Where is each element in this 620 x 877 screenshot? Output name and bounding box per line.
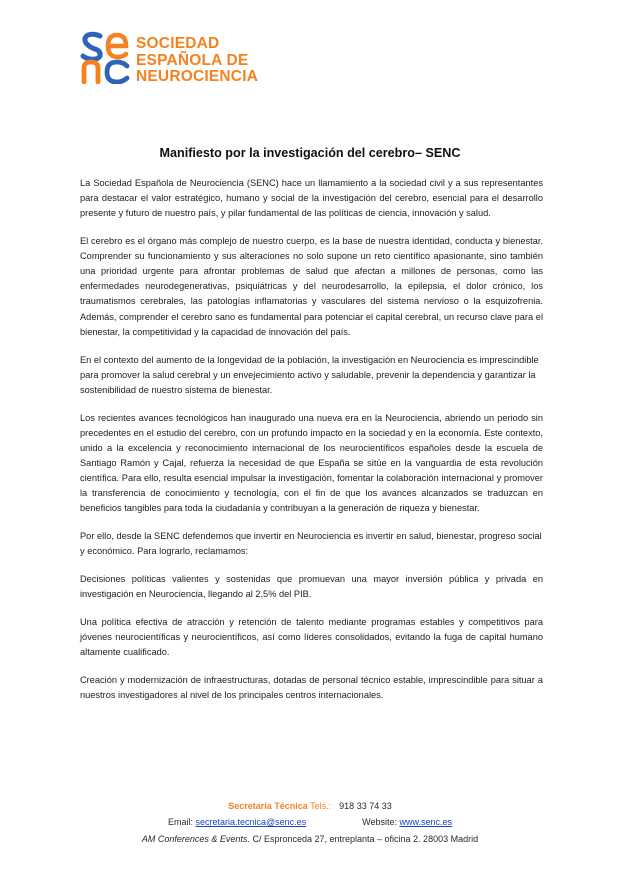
email-label: Email: xyxy=(167,817,193,828)
page-footer xyxy=(0,798,620,847)
paragraph-demand-talent: Una política efectiva de atracción y retención de talento mediante programas estables y competitivos para jóvenes neurocientíficas y neurocientíficos, así como líderes consolidados, evitando la fuga de capital humano altamente cualificado. xyxy=(80,617,543,658)
paragraph-advances: Los recientes avances tecnológicos han inaugurado una nueva era en la Neurociencia, abriendo un periodo sin precedentes en el estudio del cerebro, con un profundo impacto en la sociedad y en la economía. Este contexto, unido a la excelencia y reconocimiento internacional de los neurocientíficos españoles desde la escuela de Santiago Ramón y Cajal, refuerza la necesidad de que España se sitúe en la vanguardia de esta revolución científica. Para ello, resulta esencial impulsar la investigación, fomentar la colaboración internacional y promover la transferencia de conocimiento y tecnología, con el fin de que los avances alcanzados se traduzcan en beneficios tangibles para toda la ciudadanía y contribuyan a la generación de riqueza y bienestar. xyxy=(80,412,543,514)
paragraph-demands-intro: Por ello, desde la SENC defendemos que invertir en Neurociencia es invertir en salud, bienestar, progreso social y económico. Para lograrlo, reclamamos: xyxy=(80,531,542,557)
senc-logo xyxy=(80,30,280,90)
email-link[interactable]: secretaria.tecnica@senc.es xyxy=(195,817,307,828)
logo-line-1: SOCIEDAD xyxy=(136,35,220,52)
company-address: C/ Espronceda 27, entreplanta – oficina 2. 28003 Madrid xyxy=(252,833,479,844)
senc-logo-mark xyxy=(80,30,132,84)
senc-logo-name xyxy=(136,36,258,86)
paragraph-demand-infrastructure: Creación y modernización de infraestructuras, dotadas de personal técnico estable, imprescindible para situar a nuestros investigadores al nivel de los principales centros internacionales. xyxy=(80,675,543,701)
tels-label: Tels.: xyxy=(310,801,332,811)
paragraph-longevity: En el contexto del aumento de la longevidad de la población, la investigación en Neurociencia es imprescindible para promover la salud cerebral y un envejecimiento activo y saludable, prevenir la dependencia y garantizar la sostenibilidad de nuestro sistema de bienestar. xyxy=(80,354,539,395)
company-name: AM Conferences & Events. xyxy=(141,833,250,844)
secretaria-label: Secretaría Técnica xyxy=(228,801,308,811)
document-title: Manifiesto por la investigación del cerebro– SENC xyxy=(159,146,461,160)
paragraph-brain: El cerebro es el órgano más complejo de nuestro cuerpo, es la base de nuestra identidad, conducta y bienestar. Comprender su funcionamiento y sus alteraciones no solo supone un reto científico apasionante, sino también una prioridad urgente para afrontar problemas de salud que afectan a millones de personas, como las enfermedades neurodegenerativas, psiquiátricas y del neurodesarrollo, la epilepsia, el dolor crónico, los traumatismos cerebrales, las patologías inflamatorias y vasculares del sistema nervioso o la esquizofrenia. Además, comprender el cerebro sano es fundamental para potenciar el capital cerebral, un recurso clave para el bienestar, la competitividad y la capacidad de innovación del país. xyxy=(80,236,543,337)
footer-line-phone xyxy=(0,798,620,814)
logo-line-2: ESPAÑOLA DE xyxy=(136,51,249,69)
footer-line-contact xyxy=(0,814,620,830)
website-link[interactable]: www.senc.es xyxy=(399,817,453,828)
logo-line-3: NEUROCIENCIA xyxy=(136,68,259,85)
website-label: Website: xyxy=(362,817,398,828)
phone-number: 918 33 74 33 xyxy=(339,801,392,811)
footer-line-address xyxy=(0,831,620,847)
paragraph-intro: La Sociedad Española de Neurociencia (SENC) hace un llamamiento a la sociedad civil y a sus representantes para destacar el valor estratégico, humano y social de la investigación del cerebro, esencial para el desarrollo presente y futuro de nuestro país, y pilar fundamental de las políticas de ciencia, innovación y salud. xyxy=(80,178,543,219)
document-body xyxy=(80,176,543,716)
paragraph-demand-investment: Decisiones políticas valientes y sostenidas que promuevan una mayor inversión pública y privada en investigación en Neurociencia, llegando al 2,5% del PIB. xyxy=(80,574,543,600)
